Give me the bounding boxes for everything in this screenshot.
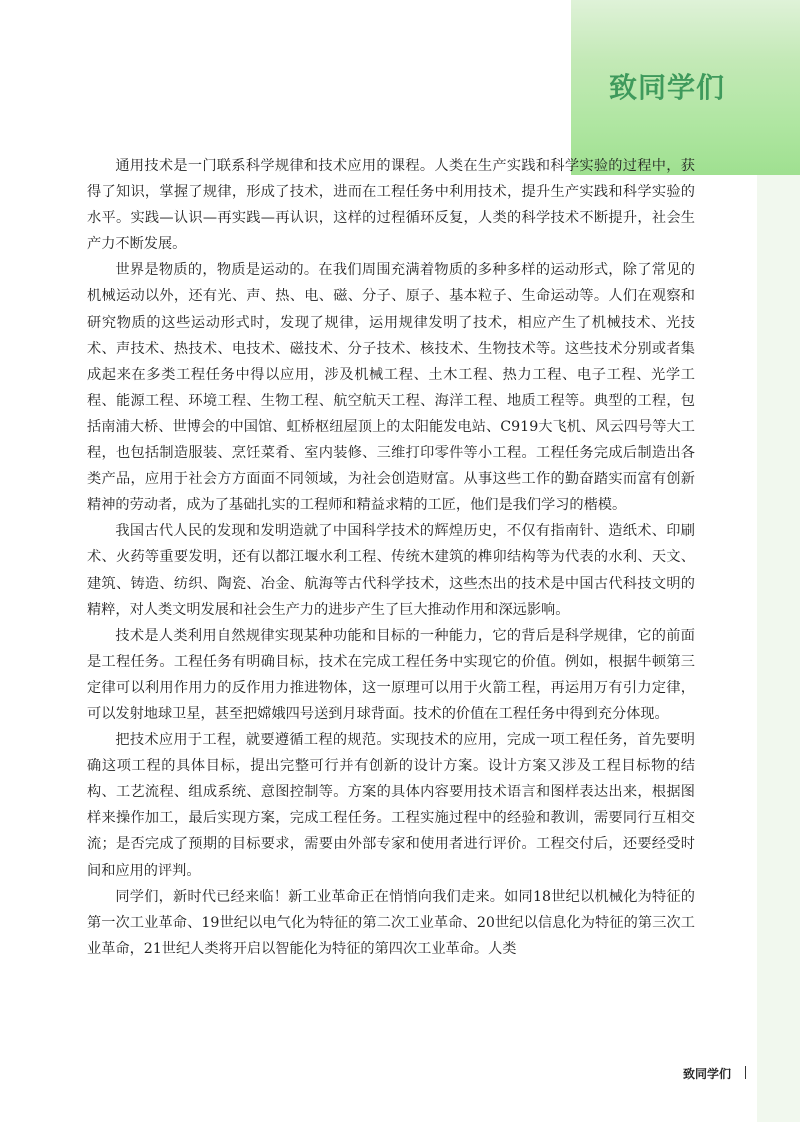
page-footer-label: 致同学们: [683, 1067, 732, 1081]
paragraph: 通用技术是一门联系科学规律和技术应用的课程。人类在生产实践和科学实验的过程中，获得了知识，掌握了规律，形成了技术，进而在工程任务中利用技术，提升生产实践和科学实验的水平。实践—认识—再实践—再认识，这样的过程循环反复，人类的科学技术不断提升，社会生产力不断发展。: [87, 158, 695, 253]
paragraph: 世界是物质的，物质是运动的。在我们周围充满着物质的多种多样的运动形式，除了常见的机械运动以外，还有光、声、热、电、磁、分子、原子、基本粒子、生命运动等。人们在观察和研究物质的这些运动形式时，发现了规律，运用规律发明了技术，相应产生了机械技术、光技术、声技术、热技术、电技术、磁技术、分子技术、核技术、生物技术等。这些技术分别或者集成起来在多类工程任务中得以应用，涉及机械工程、土木工程、热力工程、电子工程、光学工程、能源工程、环境工程、生物工程、航空航天工程、海洋工程、地质工程等。典型的工程，包括南浦大桥、世博会的中国馆、虹桥枢纽屋顶上的太阳能发电站、C919大飞机、风云四号等大工程，也包括制造服装、烹饪菜肴、室内装修、三维打印零件等小工程。工程任务完成后制造出各类产品，应用于社会方方面面不同领域，为社会创造财富。从事这些工作的勤奋踏实而富有创新精神的劳动者，成为了基础扎实的工程师和精益求精的工匠，他们是我们学习的楷模。: [87, 262, 695, 514]
paragraph: 把技术应用于工程，就要遵循工程的规范。实现技术的应用，完成一项工程任务，首先要明确这项工程的具体目标，提出完整可行并有创新的设计方案。设计方案又涉及工程目标物的结构、工艺流程、组成系统、意图控制等。方案的具体内容要用技术语言和图样表达出来，根据图样来操作加工，最后实现方案，完成工程任务。工程实施过程中的经验和教训，需要同行互相交流；是否完成了预期的目标要求，需要由外部专家和使用者进行评价。工程交付后，还要经受时间和应用的评判。: [87, 732, 695, 879]
body-text: [87, 153, 695, 962]
page-title: 致同学们: [609, 71, 726, 104]
paragraph: 我国古代人民的发现和发明造就了中国科学技术的辉煌历史，不仅有指南针、造纸术、印刷术、火药等重要发明，还有以都江堰水利工程、传统木建筑的榫卯结构等为代表的水利、天文、建筑、铸造、纺织、陶瓷、冶金、航海等古代科学技术，这些杰出的技术是中国古代科技文明的精粹，对人类文明发展和社会生产力的进步产生了巨大推动作用和深远影响。: [87, 523, 695, 618]
paragraph: 同学们，新时代已经来临！新工业革命正在悄悄向我们走来。如同18世纪以机械化为特征的第一次工业革命、19世纪以电气化为特征的第二次工业革命、20世纪以信息化为特征的第三次工业革命，21世纪人类将开启以智能化为特征的第四次工业革命。人类: [87, 888, 695, 957]
paragraph: 技术是人类利用自然规律实现某种功能和目标的一种能力，它的背后是科学规律，它的前面是工程任务。工程任务有明确目标，技术在完成工程任务中实现它的价值。例如，根据牛顿第三定律可以利用作用力的反作用力推进物体，这一原理可以用于火箭工程，再运用万有引力定律，可以发射地球卫星，甚至把嫦娥四号送到月球背面。技术的价值在工程任务中得到充分体现。: [87, 627, 695, 722]
footer-divider: [745, 1066, 746, 1079]
